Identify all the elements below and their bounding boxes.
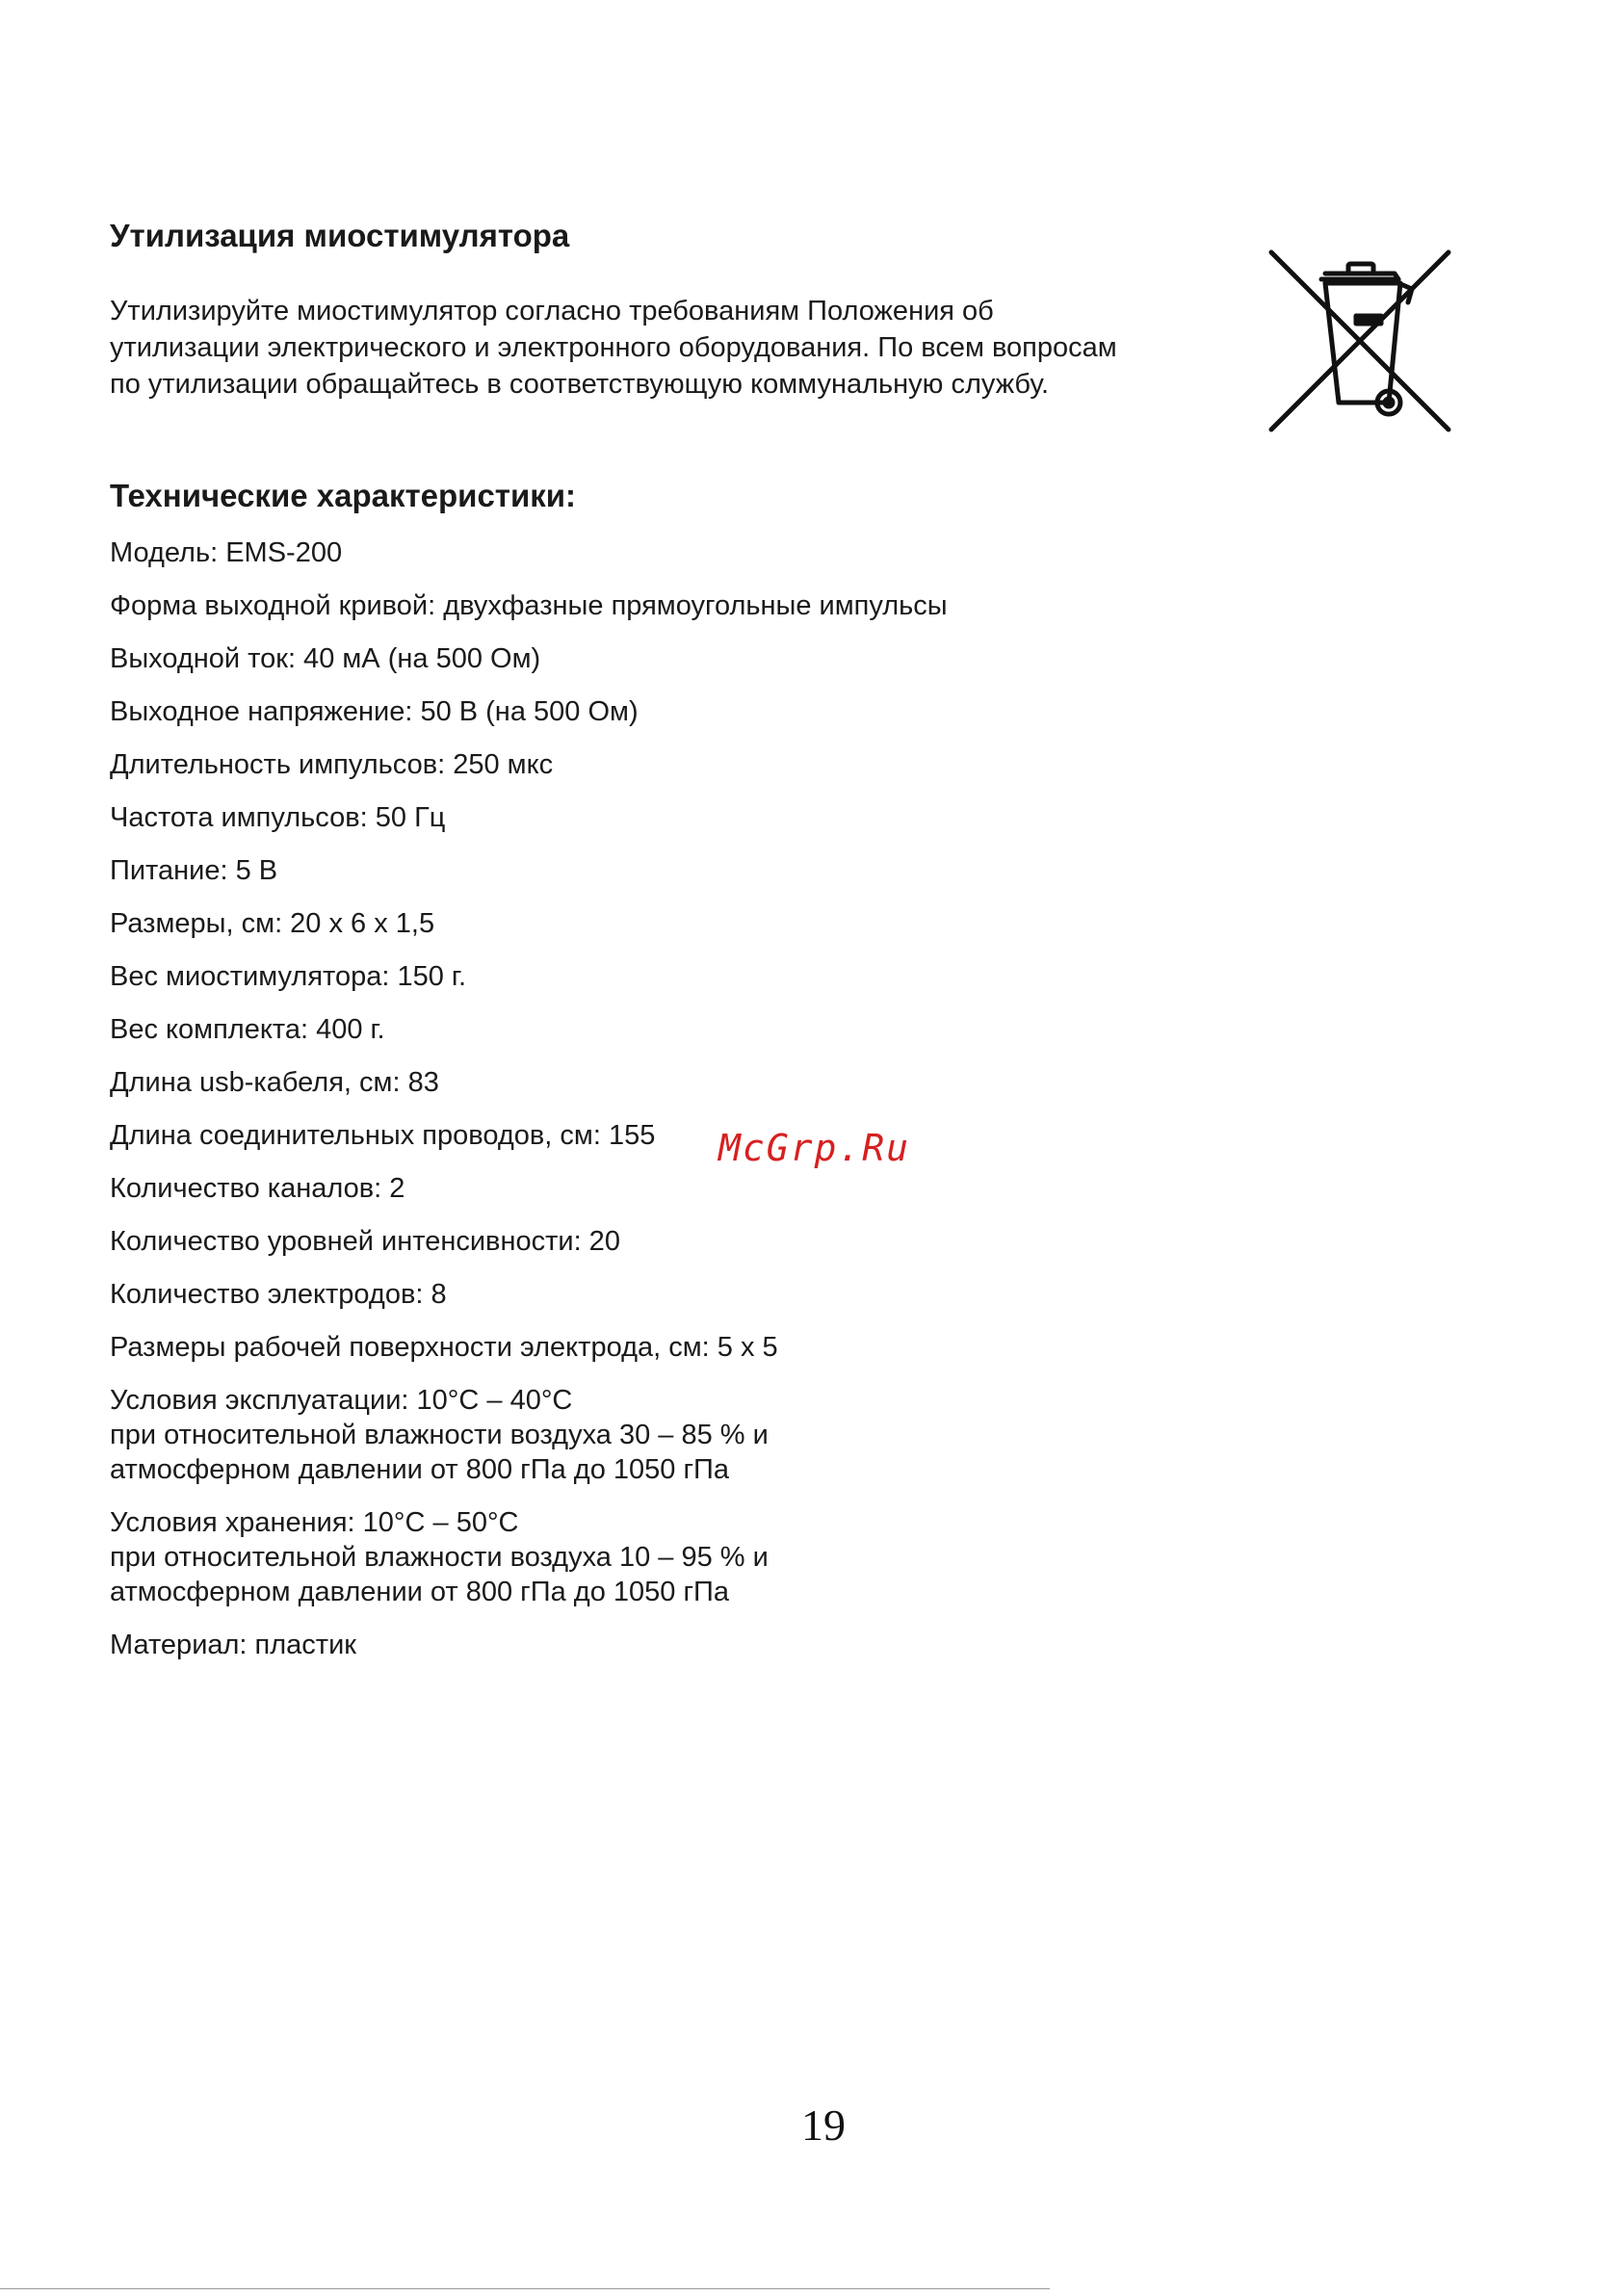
spec-item: Размеры рабочей поверхности электрода, см: 5 х 5 [110, 1332, 778, 1363]
crossed-out-wheelie-bin-icon [1267, 248, 1452, 433]
spec-item: Питание: 5 В [110, 855, 278, 886]
spec-item: Длина соединительных проводов, см: 155 [110, 1120, 656, 1151]
spec-item: Материал: пластик [110, 1630, 356, 1660]
spec-storage-conditions [110, 1505, 769, 1609]
spec-item: Вес комплекта: 400 г. [110, 1014, 385, 1045]
spec-item: Форма выходной кривой: двухфазные прямоугольные импульсы [110, 590, 948, 621]
spec-operating-conditions [110, 1383, 769, 1487]
spec-item: Количество уровней интенсивности: 20 [110, 1226, 620, 1257]
spec-line: атмосферном давлении от 800 гПа до 1050 гПа [110, 1454, 730, 1485]
specs-heading: Технические характеристики: [110, 478, 577, 513]
disposal-line: утилизации электрического и электронного оборудования. По всем вопросам [110, 332, 1117, 363]
bottom-rule [0, 2288, 1050, 2289]
spec-item: Выходной ток: 40 мА (на 500 Ом) [110, 643, 541, 674]
spec-item: Длительность импульсов: 250 мкс [110, 749, 554, 780]
disposal-paragraph [110, 293, 1246, 403]
spec-line: атмосферном давлении от 800 гПа до 1050 гПа [110, 1577, 730, 1607]
spec-line: при относительной влажности воздуха 30 – 85 % и [110, 1420, 769, 1450]
spec-line: Условия хранения: 10°C – 50°C [110, 1507, 519, 1538]
disposal-line: Утилизируйте миостимулятор согласно требованиям Положения об [110, 296, 994, 326]
spec-item: Длина usb-кабеля, см: 83 [110, 1067, 439, 1098]
spec-item: Частота импульсов: 50 Гц [110, 802, 446, 833]
spec-item: Количество электродов: 8 [110, 1279, 447, 1310]
spec-item: Количество каналов: 2 [110, 1173, 405, 1204]
disposal-line: по утилизации обращайтесь в соответствующую коммунальную службу. [110, 369, 1050, 400]
spec-line: Условия эксплуатации: 10°C – 40°C [110, 1385, 573, 1416]
spec-item: Модель: EMS-200 [110, 537, 343, 568]
spec-item: Выходное напряжение: 50 В (на 500 Ом) [110, 696, 639, 727]
watermark: McGrp.Ru [718, 1127, 911, 1169]
disposal-heading: Утилизация миостимулятора [110, 218, 570, 253]
page-number: 19 [801, 2100, 846, 2150]
spec-line: при относительной влажности воздуха 10 – 95 % и [110, 1542, 769, 1573]
spec-item: Вес миостимулятора: 150 г. [110, 961, 467, 992]
spec-item: Размеры, см: 20 х 6 х 1,5 [110, 908, 435, 939]
